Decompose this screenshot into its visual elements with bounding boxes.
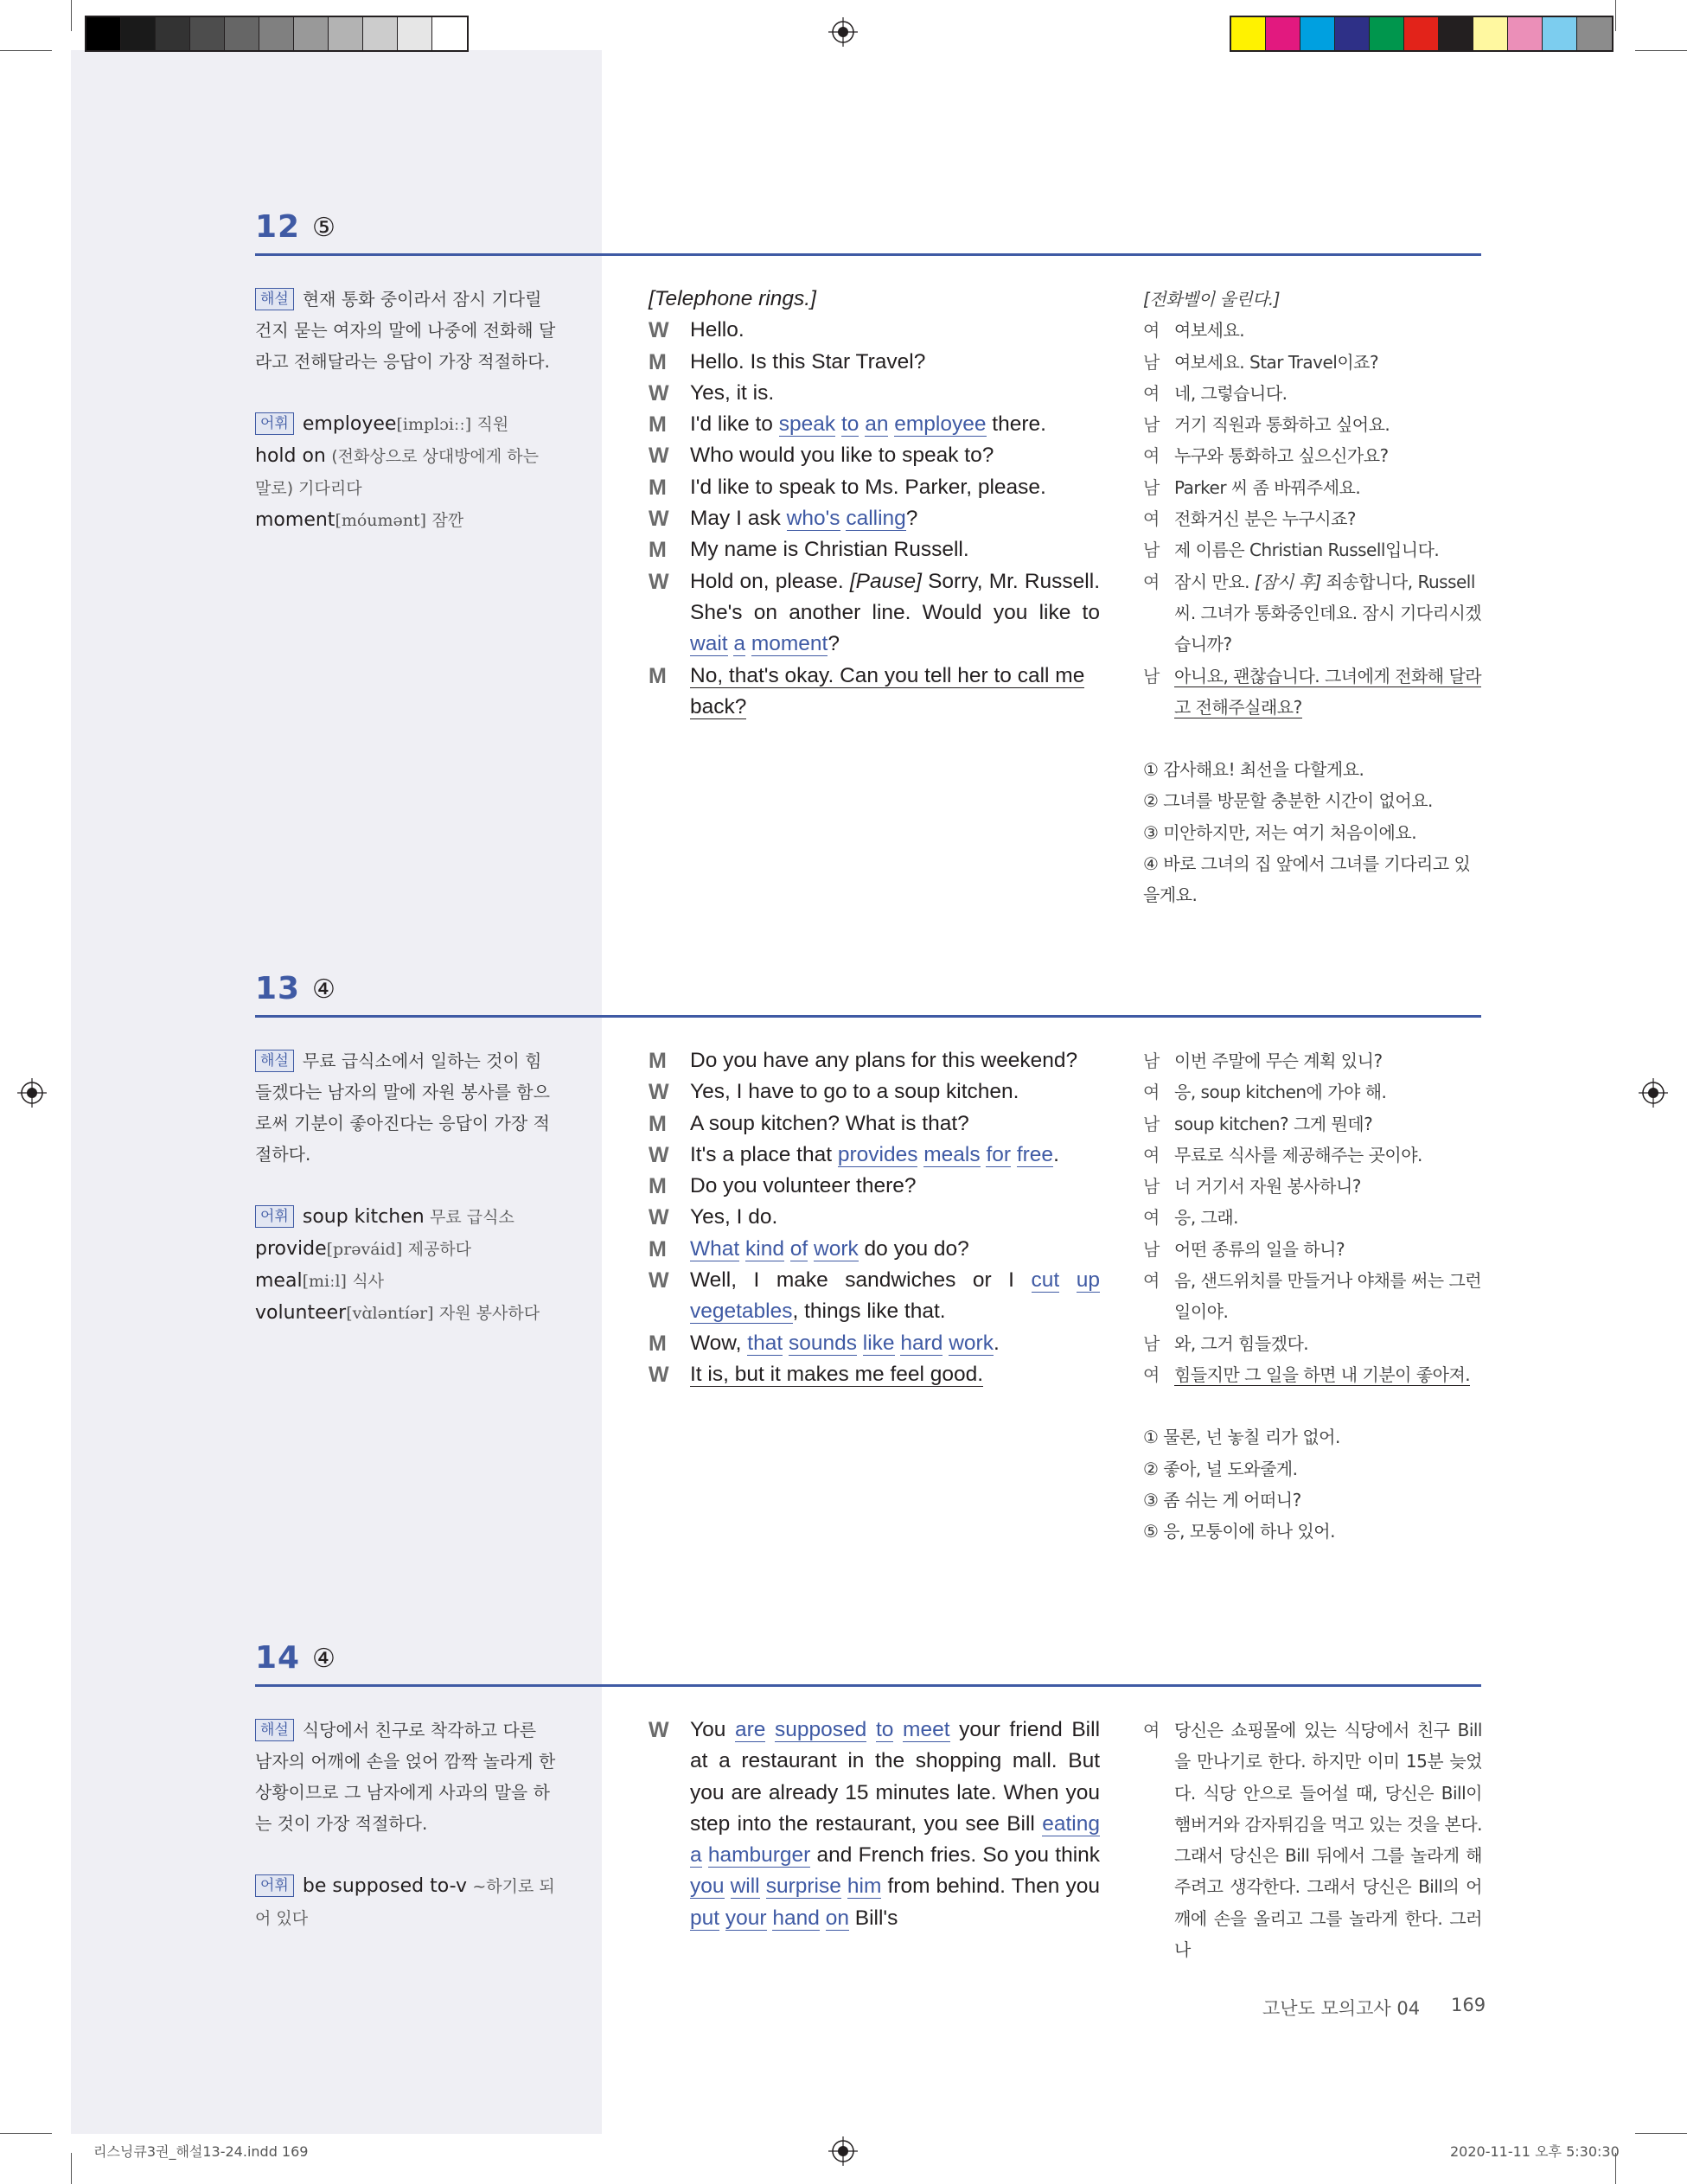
speaker-label-ko: 여 (1143, 1363, 1160, 1385)
translation-line: 응, soup kitchen에 가야 해. (1174, 1082, 1387, 1103)
speaker-label-ko: 여 (1143, 445, 1160, 467)
blank-word: meet (903, 1718, 950, 1741)
vocab-gloss: 잠깐 (431, 511, 464, 530)
vocab-term: hold on (255, 445, 326, 467)
speaker-label: M (649, 349, 667, 374)
vocab-term: be supposed to-v (302, 1875, 467, 1897)
blank-word: put (690, 1906, 720, 1930)
blank-word: surprise (765, 1874, 841, 1899)
speaker-label-ko: 여 (1143, 382, 1160, 404)
dialogue-13 (649, 1045, 1100, 1390)
blank-word: employee (894, 412, 987, 437)
vocab-gloss: 직원 (476, 415, 509, 434)
vocab-gloss: ~하기로 되어 있다 (255, 1877, 555, 1928)
speaker-label-ko: 여 (1143, 1270, 1160, 1292)
explanation-tag: 해설 (255, 1050, 294, 1072)
blank-word: up (1076, 1268, 1100, 1293)
dialogue-line: Who would you like to speak to? (690, 444, 994, 468)
vocab-term: meal (255, 1270, 303, 1292)
vocab-tag: 어휘 (255, 412, 294, 435)
dialogue-line: I'd like to speak to Ms. Parker, please. (690, 475, 1046, 499)
choice-item: ① 물론, 넌 놓칠 리가 없어. (1143, 1427, 1340, 1448)
blank-word: supposed (775, 1718, 867, 1741)
explanation-text: 현재 통화 중이라서 잠시 기다릴 건지 묻는 여자의 말에 나중에 전화해 달라고 전해달라는 응답이 가장 적절하다. (255, 289, 556, 372)
speaker-label-ko: 여 (1143, 508, 1160, 530)
answer-line: No, that's okay. Can you tell her to call me back? (690, 663, 1085, 718)
translation-14 (1143, 1715, 1482, 1965)
blank-word: of (789, 1236, 808, 1261)
blank-word: moment (751, 632, 828, 656)
trim-mark (71, 0, 72, 31)
answer-line-ko: 아니요, 괜찮습니다. 그녀에게 전화해 달라고 전해주실래요? (1174, 665, 1482, 718)
speaker-label: M (649, 663, 667, 688)
speaker-label-ko: 여 (1143, 320, 1160, 342)
speaker-label: M (649, 1049, 667, 1073)
dialogue-line: A soup kitchen? What is that? (690, 1111, 969, 1135)
blank-word: hand (772, 1906, 820, 1930)
speaker-label: W (649, 1080, 669, 1105)
trim-mark (1615, 0, 1616, 31)
blank-word: eating (1042, 1811, 1100, 1836)
grayscale-bar (85, 16, 469, 52)
file-slug: 리스닝큐3권_해설13-24.indd 169 (93, 2143, 309, 2160)
vocab-ipa: [prəváid] (326, 1240, 403, 1259)
blank-word: will (730, 1874, 760, 1899)
explanation-panel-13 (255, 1045, 558, 1329)
speaker-label-ko: 남 (1143, 351, 1160, 373)
dialogue-line: Do you have any plans for this weekend? (690, 1049, 1078, 1072)
blank-word: speak (778, 412, 836, 437)
speaker-label: W (649, 380, 669, 406)
stage-direction: [Telephone rings.] (649, 287, 816, 310)
explanation-text: 식당에서 친구로 착각하고 다른 남자의 어깨에 손을 얹어 깜짝 놀라게 한 상황이므로 그 남자에게 사과의 말을 하는 것이 가장 적절하다. (255, 1720, 556, 1834)
blank-word: him (847, 1874, 882, 1899)
dialogue-line: I'd like to speak to an employee there. (690, 412, 1046, 437)
explanation-tag: 해설 (255, 288, 294, 310)
speaker-label: M (649, 475, 667, 500)
section-header-13 (255, 969, 1481, 1018)
speaker-label: W (649, 1718, 669, 1742)
speaker-label-ko: 남 (1143, 665, 1160, 686)
monologue-text: You are supposed to meet your friend Bill at a restaurant in the shopping mall. But you are already 15 minutes late. When you step into the restaurant, you see Bill eating a hamburger and French fries. So you think you will surprise him from behind. Then you put your hand on Bill's (690, 1718, 1101, 1930)
trim-mark (71, 2153, 72, 2184)
vocab-gloss: 식사 (352, 1272, 385, 1291)
blank-word: like (862, 1331, 895, 1355)
vocab-term: employee (302, 413, 397, 435)
translation-line: 와, 그거 힘들겠다. (1174, 1332, 1309, 1354)
vocab-term: volunteer (255, 1302, 347, 1324)
stage-direction-ko: [전화벨이 울린다.] (1143, 289, 1281, 310)
question-number: 12 (255, 209, 301, 245)
dialogue-line: My name is Christian Russell. (690, 538, 969, 562)
translation-line: 여보세요. Star Travel이죠? (1174, 351, 1379, 373)
speaker-label-ko: 남 (1143, 476, 1160, 498)
registration-mark-icon (17, 1078, 47, 1108)
speaker-label-ko: 여 (1143, 1144, 1160, 1165)
footer-section-label: 고난도 모의고사 04 (1262, 1998, 1421, 2019)
answer-mark: ④ (312, 1644, 335, 1674)
blank-word: an (865, 412, 889, 437)
section-header-14 (255, 1638, 1481, 1687)
speaker-label: W (649, 569, 669, 594)
dialogue-line: It's a place that provides meals for free. (690, 1142, 1059, 1166)
explanation-text: 무료 급식소에서 일하는 것이 힘들겠다는 남자의 말에 자원 봉사를 함으로써 기분이 좋아진다는 응답이 가장 적절하다. (255, 1050, 550, 1165)
translation-line: 잠시 만요. [잠시 후] 죄송합니다, Russell 씨. 그녀가 통화중인데요. 잠시 기다리시겠습니까? (1174, 571, 1482, 655)
blank-word: who's (786, 507, 840, 531)
speaker-label-ko: 남 (1143, 1176, 1160, 1197)
translation-line: 어떤 종류의 일을 하니? (1174, 1238, 1345, 1260)
speaker-label: M (649, 1236, 667, 1261)
translation-line: 이번 주말에 무슨 계획 있니? (1174, 1050, 1383, 1071)
translation-line: Parker 씨 좀 바꿔주세요. (1174, 476, 1361, 498)
vocab-gloss: 자원 봉사하다 (438, 1304, 540, 1323)
choice-item: ③ 좀 쉬는 게 어떠니? (1143, 1489, 1301, 1510)
vocab-ipa: [implɔiːː] (396, 415, 472, 434)
translation-paragraph: 당신은 쇼핑몰에 있는 식당에서 친구 Bill을 만나기로 한다. 하지만 이미 15분 늦었다. 식당 안으로 들어설 때, 당신은 Bill이 햄버거와 감자튀김을 먹고 있는 것을 본다. 그래서 당신은 Bill 뒤에서 그를 놀라게 해주려고 생각한다. 그래서 당신은 Bill의 어깨에 손을 올리고 그를 놀라게 한다. 그러나 (1174, 1720, 1482, 1961)
blank-word: to (875, 1718, 894, 1741)
dialogue-line: Well, I make sandwiches or I cut up vegetables, things like that. (690, 1268, 1100, 1324)
trim-mark (1635, 50, 1687, 51)
choice-item: ③ 미안하지만, 저는 여기 처음이에요. (1143, 821, 1417, 843)
speaker-label-ko: 남 (1143, 414, 1160, 436)
vocab-gloss: (전화상으로 상대방에게 하는 말로) 기다리다 (255, 447, 539, 498)
speaker-label: W (649, 1142, 669, 1167)
blank-word: to (840, 412, 859, 437)
translation-line: 여보세요. (1174, 320, 1245, 342)
speaker-label-ko: 여 (1143, 1720, 1160, 1740)
speaker-label-ko: 남 (1143, 1113, 1160, 1134)
speaker-label: M (649, 1331, 667, 1356)
answer-line-ko: 힘들지만 그 일을 하면 내 기분이 좋아져. (1174, 1363, 1471, 1385)
trim-mark (0, 50, 52, 51)
blank-word: free (1016, 1142, 1054, 1166)
speaker-label: M (649, 1174, 667, 1199)
choice-item: ⑤ 응, 모퉁이에 하나 있어. (1143, 1521, 1335, 1542)
explanation-panel-12 (255, 284, 558, 536)
blank-word: your (725, 1906, 767, 1930)
translation-line: 누구와 통화하고 싶으신가요? (1174, 445, 1389, 467)
speaker-label: M (649, 1111, 667, 1136)
blank-word: work (814, 1236, 859, 1261)
blank-word: hard (900, 1331, 943, 1355)
vocab-ipa: [miːl] (302, 1272, 347, 1291)
timestamp-slug: 2020-11-11 오후 5:30:30 (1450, 2143, 1620, 2160)
translation-line: 거기 직원과 통화하고 싶어요. (1174, 414, 1390, 436)
blank-word: vegetables (690, 1300, 793, 1324)
vocab-tag: 어휘 (255, 1205, 294, 1228)
answer-mark: ④ (312, 974, 335, 1005)
translation-13 (1143, 1045, 1482, 1547)
explanation-tag: 해설 (255, 1719, 294, 1741)
speaker-label: W (649, 1205, 669, 1230)
dialogue-line: Yes, it is. (690, 380, 775, 405)
registration-mark-icon (828, 2136, 858, 2166)
translation-line: 무료로 식사를 제공해주는 곳이야. (1174, 1144, 1422, 1165)
translation-line: 응, 그래. (1174, 1207, 1239, 1229)
dialogue-line: Wow, that sounds like hard work. (690, 1331, 1000, 1355)
blank-word: hamburger (707, 1843, 811, 1868)
choice-item: ④ 바로 그녀의 집 앞에서 그녀를 기다리고 있을게요. (1143, 853, 1471, 906)
vocab-gloss: 무료 급식소 (430, 1208, 514, 1227)
translation-line: 너 거기서 자원 봉사하니? (1174, 1176, 1361, 1197)
vocab-term: provide (255, 1238, 327, 1260)
translation-line: 제 이름은 Christian Russell입니다. (1174, 540, 1440, 561)
blank-word: on (825, 1906, 849, 1930)
vocab-term: soup kitchen (302, 1206, 425, 1228)
speaker-label: W (649, 1362, 669, 1387)
dialogue-line: Yes, I have to go to a soup kitchen. (690, 1080, 1019, 1104)
vocab-gloss: 제공하다 (407, 1240, 472, 1259)
registration-mark-icon (828, 17, 858, 47)
registration-mark-icon (1639, 1078, 1668, 1108)
blank-word: What (690, 1236, 740, 1261)
answer-line: It is, but it makes me feel good. (690, 1362, 984, 1386)
blank-word: calling (846, 507, 906, 531)
speaker-label: W (649, 444, 669, 469)
dialogue-line: Hello. (690, 318, 744, 342)
speaker-label-ko: 여 (1143, 1207, 1160, 1229)
speaker-label: W (649, 1268, 669, 1293)
blank-word: meals (923, 1142, 981, 1166)
section-header-12 (255, 208, 1481, 256)
choice-item: ② 좋아, 널 도와줄게. (1143, 1458, 1298, 1479)
translation-line: 전화거신 분은 누구시죠? (1174, 508, 1357, 530)
blank-word: wait (690, 632, 728, 656)
explanation-panel-14 (255, 1715, 558, 1934)
blank-word: that (747, 1331, 783, 1355)
vocab-term: moment (255, 509, 335, 531)
blank-word: work (949, 1331, 994, 1355)
blank-word: a (690, 1843, 702, 1868)
blank-word: cut (1031, 1268, 1060, 1293)
choice-item: ② 그녀를 방문할 충분한 시간이 없어요. (1143, 790, 1433, 812)
question-number: 14 (255, 1640, 301, 1676)
color-bar (1230, 16, 1614, 52)
speaker-label-ko: 남 (1143, 540, 1160, 561)
vocab-ipa: [vɑ̀ləntíər] (346, 1304, 434, 1323)
dialogue-line: Hold on, please. [Pause] Sorry, Mr. Russell. She's on another line. Would you like to wait a moment? (690, 569, 1101, 656)
blank-word: sounds (788, 1331, 857, 1355)
speaker-label-ko: 남 (1143, 1050, 1160, 1071)
choice-item: ① 감사해요! 최선을 다할게요. (1143, 759, 1364, 781)
trim-mark (1635, 2133, 1687, 2134)
vocab-tag: 어휘 (255, 1874, 294, 1897)
translation-12 (1143, 284, 1482, 911)
blank-word: for (986, 1142, 1012, 1166)
dialogue-line: Hello. Is this Star Travel? (690, 349, 926, 374)
page-number: 169 (1451, 1995, 1486, 2015)
speaker-label-ko: 남 (1143, 1332, 1160, 1354)
speaker-label-ko: 여 (1143, 571, 1160, 592)
speaker-label: W (649, 507, 669, 532)
dialogue-12 (649, 284, 1100, 723)
trim-mark (0, 2133, 52, 2134)
blank-word: kind (745, 1236, 784, 1261)
speaker-label: M (649, 412, 667, 437)
dialogue-line: Yes, I do. (690, 1205, 778, 1229)
dialogue-line: What kind of work do you do? (690, 1236, 969, 1261)
blank-word: a (733, 632, 746, 656)
blank-word: provides (837, 1142, 918, 1166)
translation-line: 네, 그렇습니다. (1174, 382, 1288, 404)
blank-word: you (690, 1874, 725, 1899)
speaker-label-ko: 여 (1143, 1082, 1160, 1103)
blank-word: are (734, 1718, 766, 1741)
vocab-ipa: [móumənt] (335, 511, 427, 530)
translation-line: 음, 샌드위치를 만들거나 야채를 써는 그런 일이야. (1174, 1270, 1482, 1323)
monologue-14 (649, 1715, 1100, 1934)
question-number: 13 (255, 971, 301, 1006)
speaker-label-ko: 남 (1143, 1238, 1160, 1260)
translation-line: soup kitchen? 그게 뭔데? (1174, 1113, 1373, 1134)
speaker-label: W (649, 318, 669, 343)
answer-mark: ⑤ (312, 213, 335, 243)
dialogue-line: May I ask who's calling? (690, 507, 918, 531)
dialogue-line: Do you volunteer there? (690, 1174, 917, 1198)
speaker-label: M (649, 538, 667, 563)
